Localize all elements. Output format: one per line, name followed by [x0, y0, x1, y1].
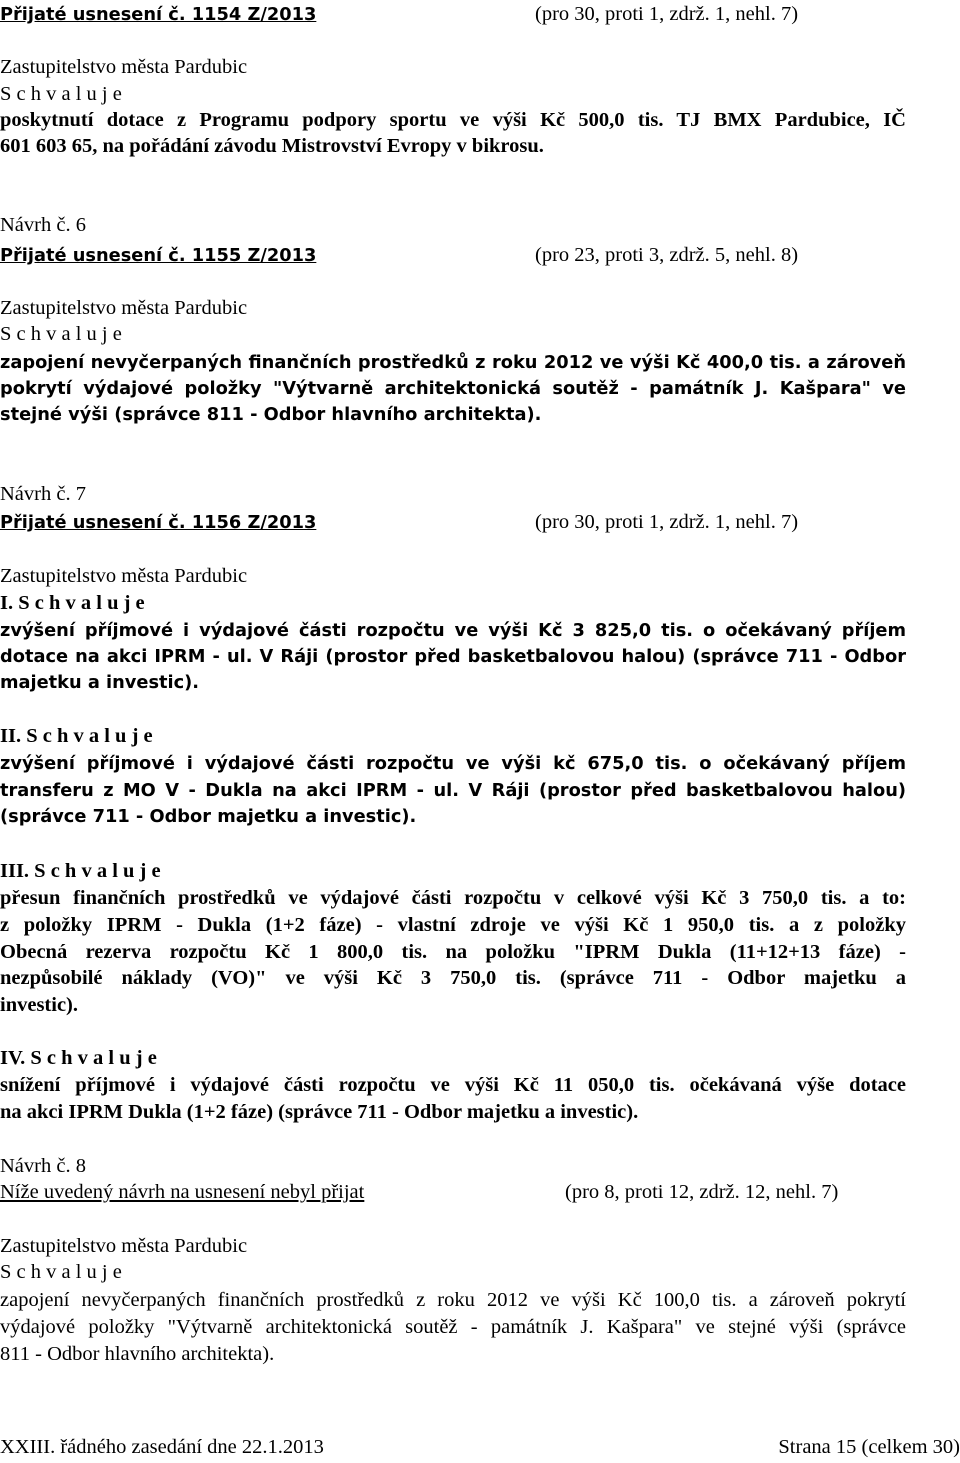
resolution-1154-vote: (pro 30, proti 1, zdrž. 1, nehl. 7)	[535, 3, 799, 25]
resolution-1155-heading: Přijaté usnesení č. 1155 Z/2013	[0, 245, 317, 266]
resolution-1154-text-line: poskytnutí dotace z Programu podpory sportu ve výši Kč 500,0 tis. TJ BMX Pardubice, IČ	[0, 109, 906, 131]
proposal-6-label: Návrh č. 6	[0, 214, 86, 236]
resolution-1154-text-line: 601 603 65, na pořádání závodu Mistrovství Evropy v bikrosu.	[0, 135, 544, 157]
section-3-text-line: přesun finančních prostředků ve výdajové části rozpočtu v celkové výši Kč 3 750,0 tis. a to:	[0, 887, 906, 909]
section-1-text-line: majetku a investic).	[0, 672, 200, 693]
resolution-1155-header	[0, 243, 906, 268]
resolution-1155-approves: S c h v a l u j e	[0, 323, 122, 345]
section-2-label	[0, 724, 906, 748]
section-4-text-line: snížení příjmové i výdajové části rozpočtu ve výši Kč 11 050,0 tis. očekávaná výše dotace	[0, 1074, 906, 1096]
section-1-label-text: I. S c h v a l u j e	[0, 592, 145, 614]
resolution-1155-text-line: stejné výši (správce 811 - Odbor hlavního architekta).	[0, 404, 542, 425]
resolution-1155-body: Zastupitelstvo města Pardubic	[0, 297, 248, 319]
section-3-text-line: nezpůsobilé náklady (VO)" ve výši Kč 3 750,0 tis. (správce 711 - Odbor majetku a	[0, 967, 906, 989]
resolution-1155-vote: (pro 23, proti 3, zdrž. 5, nehl. 8)	[535, 244, 799, 266]
resolution-1156-heading: Přijaté usnesení č. 1156 Z/2013	[0, 512, 317, 533]
section-2-label-text: II. S c h v a l u j e	[0, 725, 153, 747]
proposal-8-label: Návrh č. 8	[0, 1155, 86, 1177]
section-3-label-text: III. S c h v a l u j e	[0, 860, 161, 882]
resolution-1156-header	[0, 510, 906, 535]
section-2-text-line: (správce 711 - Odbor majetku a investic).	[0, 806, 417, 827]
section-1-text-line: zvýšení příjmové i výdajové části rozpočtu ve výši Kč 3 825,0 tis. o očekávaný příjem	[0, 620, 906, 641]
rejected-proposal-heading: Níže uvedený návrh na usnesení nebyl přijat	[0, 1181, 365, 1203]
rejected-proposal-header	[0, 1180, 906, 1204]
resolution-1154-approves: S c h v a l u j e	[0, 83, 122, 105]
page-footer	[0, 1435, 960, 1459]
section-3-text-line: investic).	[0, 994, 78, 1016]
resolution-1154-header	[0, 2, 906, 27]
rejected-proposal-text-line: výdajové položky "Výtvarně architektonická soutěž - památník J. Kašpara" ve stejné výši (správce	[0, 1316, 906, 1338]
section-4-text-line: na akci IPRM Dukla (1+2 fáze) (správce 711 - Odbor majetku a investic).	[0, 1101, 639, 1123]
footer-session: XXIII. řádného zasedání dne 22.1.2013	[0, 1436, 324, 1458]
resolution-1156-body: Zastupitelstvo města Pardubic	[0, 565, 248, 587]
rejected-proposal-text-line: zapojení nevyčerpaných finančních prostředků z roku 2012 ve výši Kč 100,0 tis. a zároveň pokrytí	[0, 1289, 906, 1311]
footer-page-number: Strana 15 (celkem 30)	[778, 1436, 960, 1458]
proposal-7-label: Návrh č. 7	[0, 483, 86, 505]
section-3-text-line: z položky IPRM - Dukla (1+2 fáze) - vlastní zdroje ve výši Kč 1 950,0 tis. a z položky	[0, 914, 906, 936]
resolution-1154-body: Zastupitelstvo města Pardubic	[0, 56, 248, 78]
rejected-proposal-text-line: 811 - Odbor hlavního architekta).	[0, 1343, 275, 1365]
section-1-label	[0, 591, 906, 615]
resolution-1156-vote: (pro 30, proti 1, zdrž. 1, nehl. 7)	[535, 511, 799, 533]
section-4-label	[0, 1046, 906, 1070]
rejected-proposal-vote: (pro 8, proti 12, zdrž. 12, nehl. 7)	[565, 1181, 839, 1203]
rejected-proposal-body: Zastupitelstvo města Pardubic	[0, 1235, 248, 1257]
section-3-label	[0, 859, 906, 883]
section-2-text-line: zvýšení příjmové i výdajové části rozpočtu ve výši kč 675,0 tis. o očekávaný příjem	[0, 753, 906, 774]
resolution-1155-text-line: zapojení nevyčerpaných finančních prostředků z roku 2012 ve výši Kč 400,0 tis. a zároveň	[0, 352, 906, 373]
resolution-1154-heading: Přijaté usnesení č. 1154 Z/2013	[0, 4, 317, 25]
section-3-text-line: Obecná rezerva rozpočtu Kč 1 800,0 tis. na položku "IPRM Dukla (11+12+13 fáze) -	[0, 941, 906, 963]
rejected-proposal-approves: S c h v a l u j e	[0, 1261, 122, 1283]
section-1-text-line: dotace na akci IPRM - ul. V Ráji (prostor před basketbalovou halou) (správce 711 - Odbor	[0, 646, 906, 667]
resolution-1155-text-line: pokrytí výdajové položky "Výtvarně architektonická soutěž - památník J. Kašpara" ve	[0, 378, 906, 399]
section-2-text-line: transferu z MO V - Dukla na akci IPRM - ul. V Ráji (prostor před basketbalovou halou)	[0, 780, 906, 801]
section-4-label-text: IV. S c h v a l u j e	[0, 1047, 157, 1069]
